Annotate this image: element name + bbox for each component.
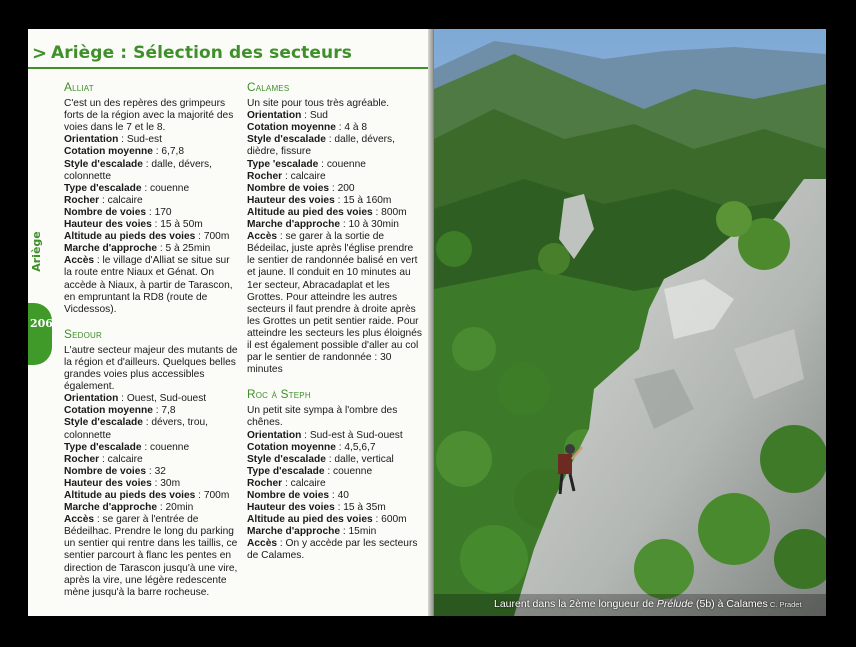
sector-field: Cotation moyenne : 4 à 8 <box>247 122 368 134</box>
sector-field: Cotation moyenne : 7,8 <box>64 405 176 417</box>
sector-field: Accès : se garer à la sortie de Bédeilac, juste après l'église prendre le sentier de randonnée balisé en vert et jaune. Il conduit en 10 minutes au 1er secteur, Abracadaplat et les Grottes. Pour atteindre les autres secteurs il faut prendre à droite après les Grottes un petit sentier raide. Pour atteindre les secteurs les plus éloignés il est également possible d'aller au col par le sentier de randonnée : 30 minutes <box>247 231 422 376</box>
sector-field: Marche d'approche : 15min <box>247 526 377 538</box>
page-number: 206 <box>30 317 53 330</box>
sector-field: Nombre de voies : 200 <box>247 182 355 194</box>
sector-field: Style d'escalade : dalle, dévers, dièdre, fissure <box>247 134 395 158</box>
sector-field: Style d'escalade : dalle, vertical <box>247 453 394 465</box>
sector-field: Orientation : Ouest, Sud-ouest <box>64 393 207 405</box>
sector-field: Marche d'approche : 10 à 30min <box>247 219 399 231</box>
sector-field: Nombre de voies : 170 <box>64 206 172 218</box>
page-number-tab <box>28 303 52 365</box>
sector-intro: Un petit site sympa à l'ombre des chênes. <box>247 405 398 429</box>
climbing-photo <box>434 29 826 616</box>
sector-field: Nombre de voies : 32 <box>64 465 166 477</box>
photo-caption: Laurent dans la 2ème longueur de Prélude (5b) à Calames C. Pradet <box>494 598 802 610</box>
sector-title: Alliat <box>64 80 94 94</box>
sector-field: Altitude au pieds des voies : 700m <box>64 490 230 501</box>
sector-field: Type d'escalade : couenne <box>247 465 373 477</box>
section-header <box>28 43 430 77</box>
sector-field: Hauteur des voies : 15 à 35m <box>247 502 386 514</box>
sector-field: Orientation : Sud-est à Sud-ouest <box>247 429 403 441</box>
sector-field: Orientation : Sud <box>247 110 328 122</box>
left-page <box>28 29 430 616</box>
sector-title: Roc à Steph <box>247 387 311 402</box>
sector-field: Type 'escalade : couenne <box>247 158 366 170</box>
chevron-icon: > <box>32 43 48 64</box>
sector-field: Marche d'approche : 20min <box>64 502 194 514</box>
sector-field: Accès : On y accède par les secteurs de Calames. <box>247 538 418 562</box>
sector-field: Rocher : calcaire <box>64 453 143 465</box>
sector-field: Cotation moyenne : 6,7,8 <box>64 146 185 158</box>
sector-field: Accès : se garer à l'entrée de Bédeilhac. Prendre le long du parking un sentier qui rentre dans les taillis, ce sentier parcourt à flanc les pentes en direction de Tarascon jusqu'à une vire, après la vire, une légère redescente mène jusqu'à la barre rocheuse. <box>64 514 238 598</box>
sector-title: Sedour <box>64 326 102 341</box>
sector-field: Rocher : calcaire <box>247 170 326 182</box>
sector-field: Nombre de voies : 40 <box>247 490 349 501</box>
sector-field: Hauteur des voies : 15 à 160m <box>247 194 392 206</box>
page-title: Ariège : Sélection des secteurs <box>51 43 352 63</box>
sector-field: Accès : le village d'Alliat se situe sur la route entre Niaux et Génat. On accède à Niaux, à partir de Tarascon, en empruntant la RD8 (route de Vicdessos). <box>64 255 233 315</box>
sector-field: Hauteur des voies : 30m <box>64 477 181 489</box>
sector-field: Orientation : Sud-est <box>64 134 162 146</box>
sector-field: Altitude au pied des voies : 800m <box>247 206 407 218</box>
sector-intro: C'est un des repères des grimpeurs forts de la région avec la majorité des voies dans le 7 et le 8. <box>64 98 234 134</box>
photo-page <box>434 29 826 616</box>
right-column <box>247 81 422 563</box>
sector-field: Style d'escalade : dévers, trou, colonnette <box>64 417 208 441</box>
sector-field: Altitude au pied des voies : 600m <box>247 514 407 526</box>
header-rule <box>28 67 430 69</box>
left-column <box>64 81 239 599</box>
sector-field: Rocher : calcaire <box>64 194 143 206</box>
sector-field: Type d'escalade : couenne <box>64 441 190 453</box>
section-gap <box>64 316 239 328</box>
sector-intro: Un site pour tous très agréable. <box>247 98 390 110</box>
sector-field: Cotation moyenne : 4,5,6,7 <box>247 441 376 453</box>
sector-intro: L'autre secteur majeur des mutants de la région et d'ailleurs. Quelques belles grandes voies plus accessibles également. <box>64 344 238 393</box>
side-region-label: Ariège <box>29 231 43 272</box>
sector-title: Calames <box>247 80 290 94</box>
sector-field: Style d'escalade : dalle, dévers, colonnette <box>64 158 212 182</box>
sector-field: Marche d'approche : 5 à 25min <box>64 243 211 255</box>
sector-field: Hauteur des voies : 15 à 50m <box>64 219 203 231</box>
sector-field: Rocher : calcaire <box>247 477 326 489</box>
sector-field: Type d'escalade : couenne <box>64 182 190 194</box>
sector-field: Altitude au pieds des voies : 700m <box>64 231 230 243</box>
